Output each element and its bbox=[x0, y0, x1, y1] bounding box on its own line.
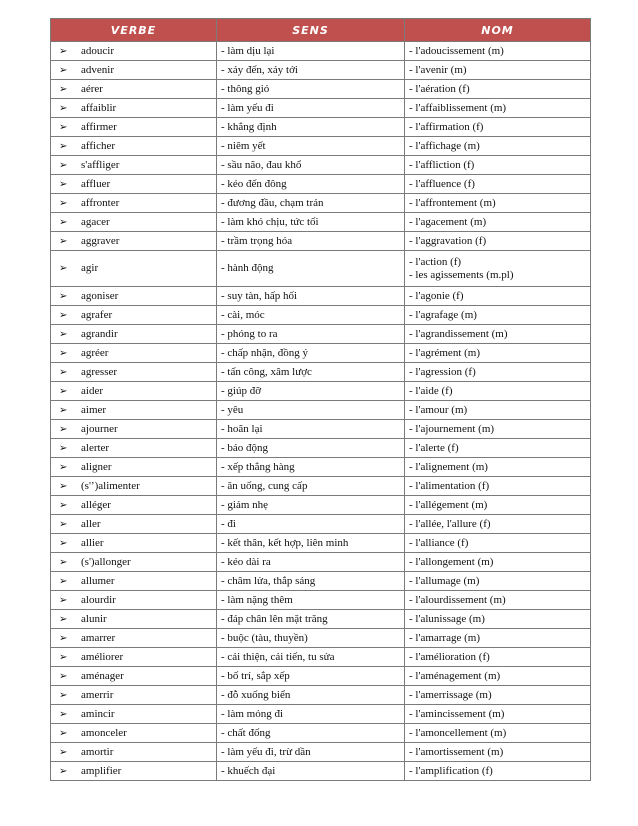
nom-text: - l'ajournement (m) bbox=[409, 422, 495, 435]
sens-cell: - chấp nhận, đồng ý bbox=[217, 344, 405, 363]
table-row bbox=[51, 610, 591, 629]
sens-cell: - đương đầu, chạm trán bbox=[217, 194, 405, 213]
arrow-bullet-icon: ➢ bbox=[59, 216, 68, 228]
nom-text: - l'aménagement (m) bbox=[409, 669, 501, 682]
nom-cell bbox=[405, 420, 591, 439]
verb-text: aller bbox=[81, 517, 101, 530]
arrow-bullet-icon: ➢ bbox=[59, 328, 68, 340]
verb-text: aligner bbox=[81, 460, 112, 473]
table-row bbox=[51, 420, 591, 439]
arrow-bullet-icon: ➢ bbox=[59, 404, 68, 416]
sens-cell: - ăn uống, cung cấp bbox=[217, 477, 405, 496]
verb-text: affaiblir bbox=[81, 101, 117, 114]
verb-text: agréer bbox=[81, 346, 109, 359]
nom-text: - l'amortissement (m) bbox=[409, 745, 504, 758]
verb-cell bbox=[51, 496, 217, 515]
nom-text: - l'amerrissage (m) bbox=[409, 688, 492, 701]
sens-cell: - kết thân, kết hợp, liên minh bbox=[217, 534, 405, 553]
sens-cell: - bố trí, sắp xếp bbox=[217, 667, 405, 686]
table-row bbox=[51, 572, 591, 591]
nom-cell bbox=[405, 477, 591, 496]
verb-text: amortir bbox=[81, 745, 114, 758]
nom-text: - l'agacement (m) bbox=[409, 215, 487, 228]
verb-text: agrafer bbox=[81, 308, 113, 321]
sens-cell: - làm nặng thêm bbox=[217, 591, 405, 610]
arrow-bullet-icon: ➢ bbox=[59, 632, 68, 644]
arrow-bullet-icon: ➢ bbox=[59, 765, 68, 777]
sens-cell: - sầu não, đau khổ bbox=[217, 156, 405, 175]
nom-text: - l'agression (f) bbox=[409, 365, 476, 378]
verb-text: alunir bbox=[81, 612, 107, 625]
nom-text: - l'allégement (m) bbox=[409, 498, 488, 511]
nom-cell bbox=[405, 232, 591, 251]
verb-cell bbox=[51, 175, 217, 194]
verb-text: allumer bbox=[81, 574, 115, 587]
verb-cell bbox=[51, 118, 217, 137]
nom-cell bbox=[405, 137, 591, 156]
verb-cell bbox=[51, 667, 217, 686]
header-sens: SENS bbox=[217, 19, 405, 42]
table-row bbox=[51, 382, 591, 401]
verb-cell bbox=[51, 724, 217, 743]
nom-text: - l'amoncellement (m) bbox=[409, 726, 507, 739]
verb-text: aimer bbox=[81, 403, 107, 416]
nom-cell bbox=[405, 251, 591, 287]
verb-text: amarrer bbox=[81, 631, 116, 644]
verb-cell bbox=[51, 553, 217, 572]
table-row bbox=[51, 648, 591, 667]
verb-cell bbox=[51, 137, 217, 156]
sens-cell: - báo động bbox=[217, 439, 405, 458]
nom-cell bbox=[405, 553, 591, 572]
arrow-bullet-icon: ➢ bbox=[59, 708, 68, 720]
sens-cell: - niêm yết bbox=[217, 137, 405, 156]
verb-text: affirmer bbox=[81, 120, 117, 133]
verb-cell bbox=[51, 80, 217, 99]
nom-cell bbox=[405, 61, 591, 80]
nom-cell bbox=[405, 610, 591, 629]
sens-cell: - đi bbox=[217, 515, 405, 534]
table-row bbox=[51, 194, 591, 213]
table-row bbox=[51, 724, 591, 743]
verb-text: amonceler bbox=[81, 726, 127, 739]
sens-cell: - trầm trọng hóa bbox=[217, 232, 405, 251]
arrow-bullet-icon: ➢ bbox=[59, 385, 68, 397]
nom-cell bbox=[405, 42, 591, 61]
nom-cell bbox=[405, 118, 591, 137]
nom-cell bbox=[405, 344, 591, 363]
nom-text: - l'affliction (f) bbox=[409, 158, 475, 171]
verb-text: advenir bbox=[81, 63, 114, 76]
sens-cell: - xảy đến, xảy tới bbox=[217, 61, 405, 80]
arrow-bullet-icon: ➢ bbox=[59, 290, 68, 302]
verb-text: agir bbox=[81, 262, 99, 274]
nom-text: - l'amour (m) bbox=[409, 403, 468, 416]
sens-cell: - chất đống bbox=[217, 724, 405, 743]
verb-cell bbox=[51, 629, 217, 648]
nom-cell bbox=[405, 496, 591, 515]
verb-noun-table bbox=[50, 18, 591, 781]
arrow-bullet-icon: ➢ bbox=[59, 178, 68, 190]
sens-cell: - phóng to ra bbox=[217, 325, 405, 344]
verb-text: aménager bbox=[81, 669, 124, 682]
verb-cell bbox=[51, 251, 217, 287]
arrow-bullet-icon: ➢ bbox=[59, 537, 68, 549]
verb-text: alléger bbox=[81, 498, 111, 511]
verb-cell bbox=[51, 686, 217, 705]
nom-text: - l'allongement (m) bbox=[409, 555, 494, 568]
nom-text: - l'affichage (m) bbox=[409, 139, 480, 152]
nom-text: - l'affaiblissement (m) bbox=[409, 101, 507, 114]
verb-cell bbox=[51, 762, 217, 781]
table-row bbox=[51, 61, 591, 80]
arrow-bullet-icon: ➢ bbox=[59, 423, 68, 435]
nom-text: - l'amincissement (m) bbox=[409, 707, 505, 720]
verb-cell bbox=[51, 401, 217, 420]
verb-cell bbox=[51, 477, 217, 496]
nom-text: - l'alourdissement (m) bbox=[409, 593, 506, 606]
verb-cell bbox=[51, 705, 217, 724]
arrow-bullet-icon: ➢ bbox=[59, 121, 68, 133]
verb-text: affluer bbox=[81, 177, 111, 190]
nom-text: - l'alimentation (f) bbox=[409, 479, 490, 492]
verb-cell bbox=[51, 194, 217, 213]
nom-cell bbox=[405, 743, 591, 762]
nom-cell bbox=[405, 439, 591, 458]
arrow-bullet-icon: ➢ bbox=[59, 461, 68, 473]
table-row bbox=[51, 363, 591, 382]
nom-cell bbox=[405, 515, 591, 534]
verb-text: amplifier bbox=[81, 764, 122, 777]
verb-text: allier bbox=[81, 536, 104, 549]
table-row bbox=[51, 344, 591, 363]
table-row bbox=[51, 251, 591, 287]
verb-cell bbox=[51, 743, 217, 762]
table-row bbox=[51, 42, 591, 61]
arrow-bullet-icon: ➢ bbox=[59, 83, 68, 95]
nom-text: - l'agonie (f) bbox=[409, 289, 464, 302]
arrow-bullet-icon: ➢ bbox=[59, 480, 68, 492]
verb-text: améliorer bbox=[81, 650, 124, 663]
nom-cell bbox=[405, 325, 591, 344]
sens-cell: - làm dịu lại bbox=[217, 42, 405, 61]
sens-cell: - châm lửa, thắp sáng bbox=[217, 572, 405, 591]
nom-text: - l'aération (f) bbox=[409, 82, 470, 95]
nom-cell bbox=[405, 686, 591, 705]
nom-cell bbox=[405, 363, 591, 382]
verb-cell bbox=[51, 382, 217, 401]
verb-text: adoucir bbox=[81, 44, 114, 57]
table-row bbox=[51, 553, 591, 572]
table-row bbox=[51, 705, 591, 724]
table-row bbox=[51, 137, 591, 156]
nom-text: - l'alignement (m) bbox=[409, 460, 488, 473]
nom-text: - l'affluence (f) bbox=[409, 177, 475, 190]
sens-cell: - khuếch đại bbox=[217, 762, 405, 781]
table-row bbox=[51, 232, 591, 251]
verb-cell bbox=[51, 344, 217, 363]
arrow-bullet-icon: ➢ bbox=[59, 366, 68, 378]
nom-cell bbox=[405, 458, 591, 477]
verb-text: alourdir bbox=[81, 593, 116, 606]
verb-cell bbox=[51, 325, 217, 344]
table-row bbox=[51, 325, 591, 344]
nom-text: - l'avenir (m) bbox=[409, 63, 467, 76]
nom-cell bbox=[405, 762, 591, 781]
sens-cell: - làm khó chịu, tức tối bbox=[217, 213, 405, 232]
verb-cell bbox=[51, 534, 217, 553]
table-row bbox=[51, 667, 591, 686]
nom-text: - l'affrontement (m) bbox=[409, 196, 496, 209]
nom-cell bbox=[405, 306, 591, 325]
nom-cell bbox=[405, 629, 591, 648]
nom-text: - l'alunissage (m) bbox=[409, 612, 485, 625]
sens-cell: - buộc (tàu, thuyền) bbox=[217, 629, 405, 648]
sens-cell: - giảm nhẹ bbox=[217, 496, 405, 515]
nom-text: - l'allée, l'allure (f) bbox=[409, 517, 491, 530]
verb-cell bbox=[51, 42, 217, 61]
arrow-bullet-icon: ➢ bbox=[59, 689, 68, 701]
verb-text: affronter bbox=[81, 196, 120, 209]
verb-cell bbox=[51, 572, 217, 591]
verb-cell bbox=[51, 213, 217, 232]
arrow-bullet-icon: ➢ bbox=[59, 556, 68, 568]
nom-text: - l'agrandissement (m) bbox=[409, 327, 508, 340]
arrow-bullet-icon: ➢ bbox=[59, 309, 68, 321]
sens-cell: - hoãn lại bbox=[217, 420, 405, 439]
sens-cell: - cài, móc bbox=[217, 306, 405, 325]
table-row bbox=[51, 439, 591, 458]
arrow-bullet-icon: ➢ bbox=[59, 651, 68, 663]
sens-cell: - kéo đến đông bbox=[217, 175, 405, 194]
arrow-bullet-icon: ➢ bbox=[59, 45, 68, 57]
arrow-bullet-icon: ➢ bbox=[59, 442, 68, 454]
sens-cell: - suy tàn, hấp hối bbox=[217, 287, 405, 306]
nom-cell bbox=[405, 382, 591, 401]
nom-text: - l'amarrage (m) bbox=[409, 631, 480, 644]
verb-cell bbox=[51, 156, 217, 175]
verb-text: agoniser bbox=[81, 289, 119, 302]
nom-cell bbox=[405, 401, 591, 420]
nom-cell bbox=[405, 175, 591, 194]
verb-cell bbox=[51, 287, 217, 306]
table-row bbox=[51, 99, 591, 118]
verb-text: aider bbox=[81, 384, 103, 397]
table-row bbox=[51, 175, 591, 194]
nom-cell bbox=[405, 287, 591, 306]
table-row bbox=[51, 213, 591, 232]
verb-cell bbox=[51, 610, 217, 629]
table-row bbox=[51, 743, 591, 762]
verb-text: amerrir bbox=[81, 688, 114, 701]
sens-cell: - làm yếu đi, trừ dần bbox=[217, 743, 405, 762]
verb-cell bbox=[51, 232, 217, 251]
sens-cell: - làm yếu đi bbox=[217, 99, 405, 118]
sens-cell: - xếp thẳng hàng bbox=[217, 458, 405, 477]
sens-cell: - khẳng định bbox=[217, 118, 405, 137]
nom-text: - l'adoucissement (m) bbox=[409, 44, 504, 57]
nom-cell bbox=[405, 194, 591, 213]
arrow-bullet-icon: ➢ bbox=[59, 727, 68, 739]
nom-text: - l'action (f) bbox=[409, 255, 462, 268]
arrow-bullet-icon: ➢ bbox=[59, 263, 68, 274]
nom-text: - l'amélioration (f) bbox=[409, 650, 490, 663]
verb-cell bbox=[51, 439, 217, 458]
sens-cell: - cải thiện, cải tiến, tu sửa bbox=[217, 648, 405, 667]
verb-cell bbox=[51, 363, 217, 382]
arrow-bullet-icon: ➢ bbox=[59, 347, 68, 359]
verb-cell bbox=[51, 420, 217, 439]
sens-cell: - giúp đỡ bbox=[217, 382, 405, 401]
table-row bbox=[51, 80, 591, 99]
table-row bbox=[51, 591, 591, 610]
nom-text: - l'alliance (f) bbox=[409, 536, 469, 549]
nom-cell bbox=[405, 534, 591, 553]
nom-text: - l'aide (f) bbox=[409, 384, 453, 397]
arrow-bullet-icon: ➢ bbox=[59, 518, 68, 530]
verb-text: alerter bbox=[81, 441, 110, 454]
verb-cell bbox=[51, 591, 217, 610]
verb-text: aggraver bbox=[81, 234, 120, 247]
nom-cell bbox=[405, 156, 591, 175]
vocabulary-sheet bbox=[50, 18, 590, 781]
nom-text: - l'agrément (m) bbox=[409, 346, 481, 359]
verb-text: agacer bbox=[81, 215, 110, 228]
sens-cell: - hành động bbox=[217, 251, 405, 287]
sens-cell: - tấn công, xâm lược bbox=[217, 363, 405, 382]
nom-cell bbox=[405, 99, 591, 118]
table-header-row bbox=[51, 19, 591, 42]
arrow-bullet-icon: ➢ bbox=[59, 140, 68, 152]
verb-cell bbox=[51, 648, 217, 667]
table-row bbox=[51, 629, 591, 648]
nom-text: - l'allumage (m) bbox=[409, 574, 480, 587]
nom-cell bbox=[405, 213, 591, 232]
verb-text: agrandir bbox=[81, 327, 118, 340]
nom-text: - l'affirmation (f) bbox=[409, 120, 484, 133]
header-nom: NOM bbox=[405, 19, 591, 42]
header-verb: VERBE bbox=[51, 19, 217, 42]
verb-text: amincir bbox=[81, 707, 115, 720]
verb-text: (s'’)alimenter bbox=[81, 479, 140, 492]
table-row bbox=[51, 287, 591, 306]
verb-text: agresser bbox=[81, 365, 118, 378]
nom-cell bbox=[405, 572, 591, 591]
verb-cell bbox=[51, 99, 217, 118]
table-row bbox=[51, 515, 591, 534]
verb-cell bbox=[51, 458, 217, 477]
nom-cell bbox=[405, 667, 591, 686]
arrow-bullet-icon: ➢ bbox=[59, 197, 68, 209]
arrow-bullet-icon: ➢ bbox=[59, 102, 68, 114]
table-row bbox=[51, 401, 591, 420]
arrow-bullet-icon: ➢ bbox=[59, 670, 68, 682]
table-row bbox=[51, 477, 591, 496]
arrow-bullet-icon: ➢ bbox=[59, 746, 68, 758]
nom-cell bbox=[405, 648, 591, 667]
arrow-bullet-icon: ➢ bbox=[59, 594, 68, 606]
table-row bbox=[51, 458, 591, 477]
sens-cell: - yêu bbox=[217, 401, 405, 420]
sens-cell: - đỗ xuống biển bbox=[217, 686, 405, 705]
nom-cell bbox=[405, 724, 591, 743]
verb-cell bbox=[51, 515, 217, 534]
arrow-bullet-icon: ➢ bbox=[59, 64, 68, 76]
nom-cell bbox=[405, 80, 591, 99]
verb-text: ajourner bbox=[81, 422, 118, 435]
table-row bbox=[51, 534, 591, 553]
table-row bbox=[51, 762, 591, 781]
nom-text: - l'alerte (f) bbox=[409, 441, 459, 454]
table-row bbox=[51, 118, 591, 137]
table-row bbox=[51, 686, 591, 705]
verb-text: afficher bbox=[81, 139, 115, 152]
arrow-bullet-icon: ➢ bbox=[59, 499, 68, 511]
arrow-bullet-icon: ➢ bbox=[59, 159, 68, 171]
sens-cell: - kéo dài ra bbox=[217, 553, 405, 572]
verb-cell bbox=[51, 61, 217, 80]
verb-text: (s')allonger bbox=[81, 555, 131, 568]
nom-cell bbox=[405, 591, 591, 610]
nom-text: - l'amplification (f) bbox=[409, 764, 493, 777]
arrow-bullet-icon: ➢ bbox=[59, 575, 68, 587]
nom-cell bbox=[405, 705, 591, 724]
verb-text: s'affliger bbox=[81, 158, 120, 171]
sens-cell: - thông gió bbox=[217, 80, 405, 99]
arrow-bullet-icon: ➢ bbox=[59, 235, 68, 247]
sens-cell: - làm mỏng đi bbox=[217, 705, 405, 724]
table-row bbox=[51, 306, 591, 325]
table-row bbox=[51, 156, 591, 175]
arrow-bullet-icon: ➢ bbox=[59, 613, 68, 625]
nom-text-secondary: - les agissements (m.pl) bbox=[409, 268, 514, 281]
nom-text: - l'aggravation (f) bbox=[409, 234, 487, 247]
nom-text: - l'agrafage (m) bbox=[409, 308, 477, 321]
verb-text: aérer bbox=[81, 82, 103, 95]
table-row bbox=[51, 496, 591, 515]
verb-cell bbox=[51, 306, 217, 325]
sens-cell: - đáp chân lên mặt trăng bbox=[217, 610, 405, 629]
